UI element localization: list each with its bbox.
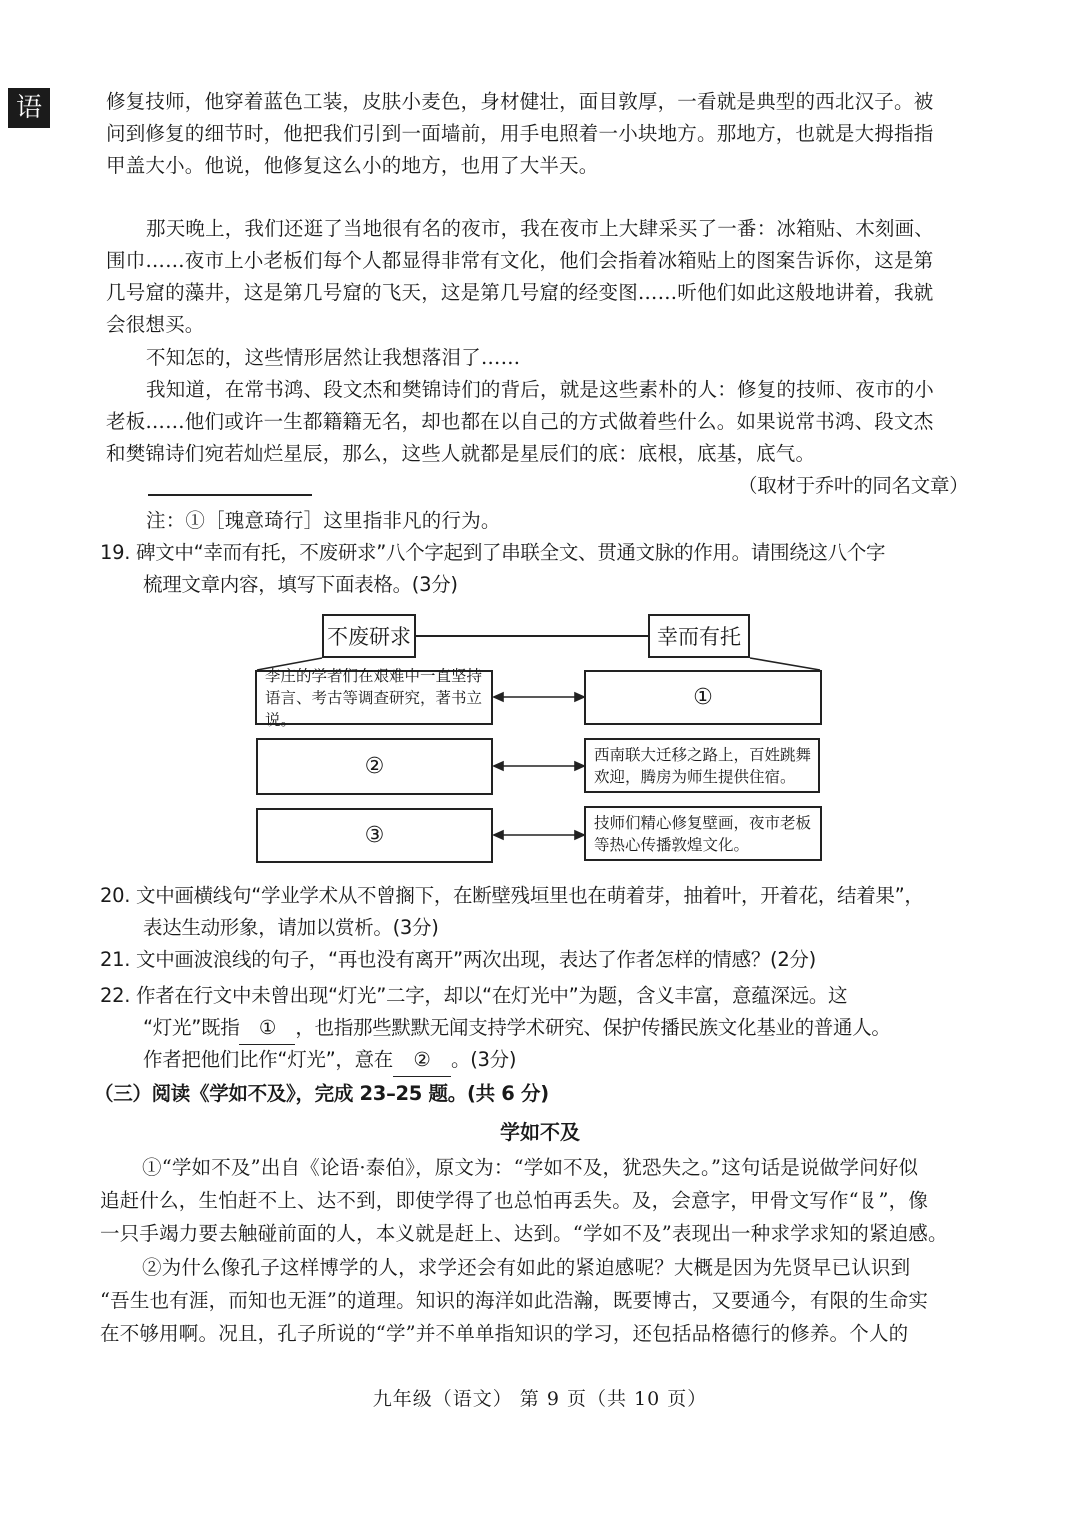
passage-line: 那天晚上，我们还逛了当地很有名的夜市，我在夜市上大肆采买了一番：冰箱贴、木刻画、 <box>146 217 935 240</box>
passage-line: 甲盖大小。他说，他修复这么小的地方，也用了大半天。 <box>106 154 599 177</box>
text-fragment: 。(3分) <box>451 1048 517 1071</box>
passage-line: 和樊锦诗们宛若灿烂星辰，那么，这些人就都是星辰们的底：底根，底基，底气。 <box>106 442 816 465</box>
page-footer: 九年级（语文） 第 9 页（共 10 页） <box>372 1388 708 1410</box>
subject-tab: 语 <box>8 88 50 128</box>
passage-line: 会很想买。 <box>106 313 205 336</box>
cell-right-2: 西南联大迁移之路上，百姓跳舞欢迎，腾房为师生提供住宿。 <box>584 738 820 793</box>
article-line: ②为什么像孔子这样博学的人，求学还会有如此的紧迫感呢？大概是因为先贤早已认识到 <box>142 1256 911 1279</box>
cell-right-3: 技师们精心修复壁画，夜市老板等热心传播敦煌文化。 <box>584 806 822 861</box>
article-line: “吾生也有涯，而知也无涯”的道理。知识的海洋如此浩瀚，既要博古，又要通今，有限的生命实 <box>100 1289 929 1312</box>
cell-left-2-blank: ② <box>256 738 493 795</box>
cell-left-3-blank: ③ <box>256 808 493 863</box>
question-text <box>143 1012 891 1045</box>
passage-line: 修复技师，他穿着蓝色工装，皮肤小麦色，身材健壮，面目敦厚，一看就是典型的西北汉子。被 <box>106 90 934 113</box>
section-heading: （三）阅读《学如不及》，完成 23–25 题。(共 6 分) <box>94 1082 549 1105</box>
cell-right-1-blank: ① <box>584 670 822 725</box>
article-title: 学如不及 <box>500 1120 580 1144</box>
passage-line: 不知怎的，这些情形居然让我想落泪了…… <box>146 346 521 369</box>
article-line: 一只手竭力要去触碰前面的人，本义就是赶上、达到。“学如不及”表现出一种求学求知的紧迫感。 <box>100 1222 948 1245</box>
passage-line: 问到修复的细节时，他把我们引到一面墙前，用手电照着一小块地方。那地方，也就是大拇指指 <box>106 122 934 145</box>
question-text: 21. 文中画波浪线的句子，“再也没有离开”两次出现，表达了作者怎样的情感？(2分) <box>100 948 816 971</box>
question-text: 表达生动形象，请加以赏析。(3分) <box>143 916 439 939</box>
article-line: 在不够用啊。况且，孔子所说的“学”并不单单指知识的学习，还包括品格德行的修养。个人的 <box>100 1322 909 1345</box>
question-text: 20. 文中画横线句“学业学术从不曾搁下，在断壁残垣里也在萌着芽，抽着叶，开着花，结着果”， <box>100 884 924 907</box>
passage-line: 几号窟的藻井，这是第几号窟的飞天，这是第几号窟的经变图……听他们如此这般地讲着，我就 <box>106 281 934 304</box>
question-text: 22. 作者在行文中未曾出现“灯光”二字，却以“在灯光中”为题，含义丰富，意蕴深远。这 <box>100 984 848 1007</box>
question-text: 梳理文章内容，填写下面表格。(3分) <box>143 573 458 596</box>
passage-line: 我知道，在常书鸿、段文杰和樊锦诗们的背后，就是这些素朴的人：修复的技师、夜市的小 <box>146 378 935 401</box>
question-text <box>143 1044 516 1077</box>
passage-line: 围巾……夜市上小老板们每个人都显得非常有文化，他们会指着冰箱贴上的图案告诉你，这是第 <box>106 249 934 272</box>
header-box-left: 不废研求 <box>322 614 416 658</box>
cell-left-1: 李庄的学者们在艰难中一直坚持语言、考古等调查研究，著书立说。 <box>255 670 493 725</box>
footnote: 注：①［瑰意琦行］这里指非凡的行为。 <box>146 509 501 532</box>
article-line: ①“学如不及”出自《论语·泰伯》，原文为：“学如不及，犹恐失之。”这句话是说做学问好似 <box>142 1156 919 1179</box>
header-box-right: 幸而有托 <box>648 614 750 658</box>
passage-line: 老板……他们或许一生都籍籍无名，却也都在以自己的方式做着些什么。如果说常书鸿、段文杰 <box>106 410 934 433</box>
source-citation: （取材于乔叶的同名文章） <box>738 474 969 497</box>
question-text: 19. 碑文中“幸而有托，不废研求”八个字起到了串联全文、贯通文脉的作用。请围绕这八个字 <box>100 541 886 564</box>
answer-blank-1[interactable]: ① <box>239 1012 295 1045</box>
text-fragment: ，也指那些默默无闻支持学术研究、保护传播民族文化基业的普通人。 <box>295 1016 891 1039</box>
text-fragment: 作者把他们比作“灯光”，意在 <box>143 1048 394 1071</box>
text-fragment: “灯光”既指 <box>143 1016 240 1039</box>
answer-blank-2[interactable]: ② <box>393 1044 451 1077</box>
article-line: 追赶什么，生怕赶不上、达不到，即使学得了也总怕再丢失。及，会意字，甲骨文写作“𠬝”，像 <box>100 1189 929 1212</box>
